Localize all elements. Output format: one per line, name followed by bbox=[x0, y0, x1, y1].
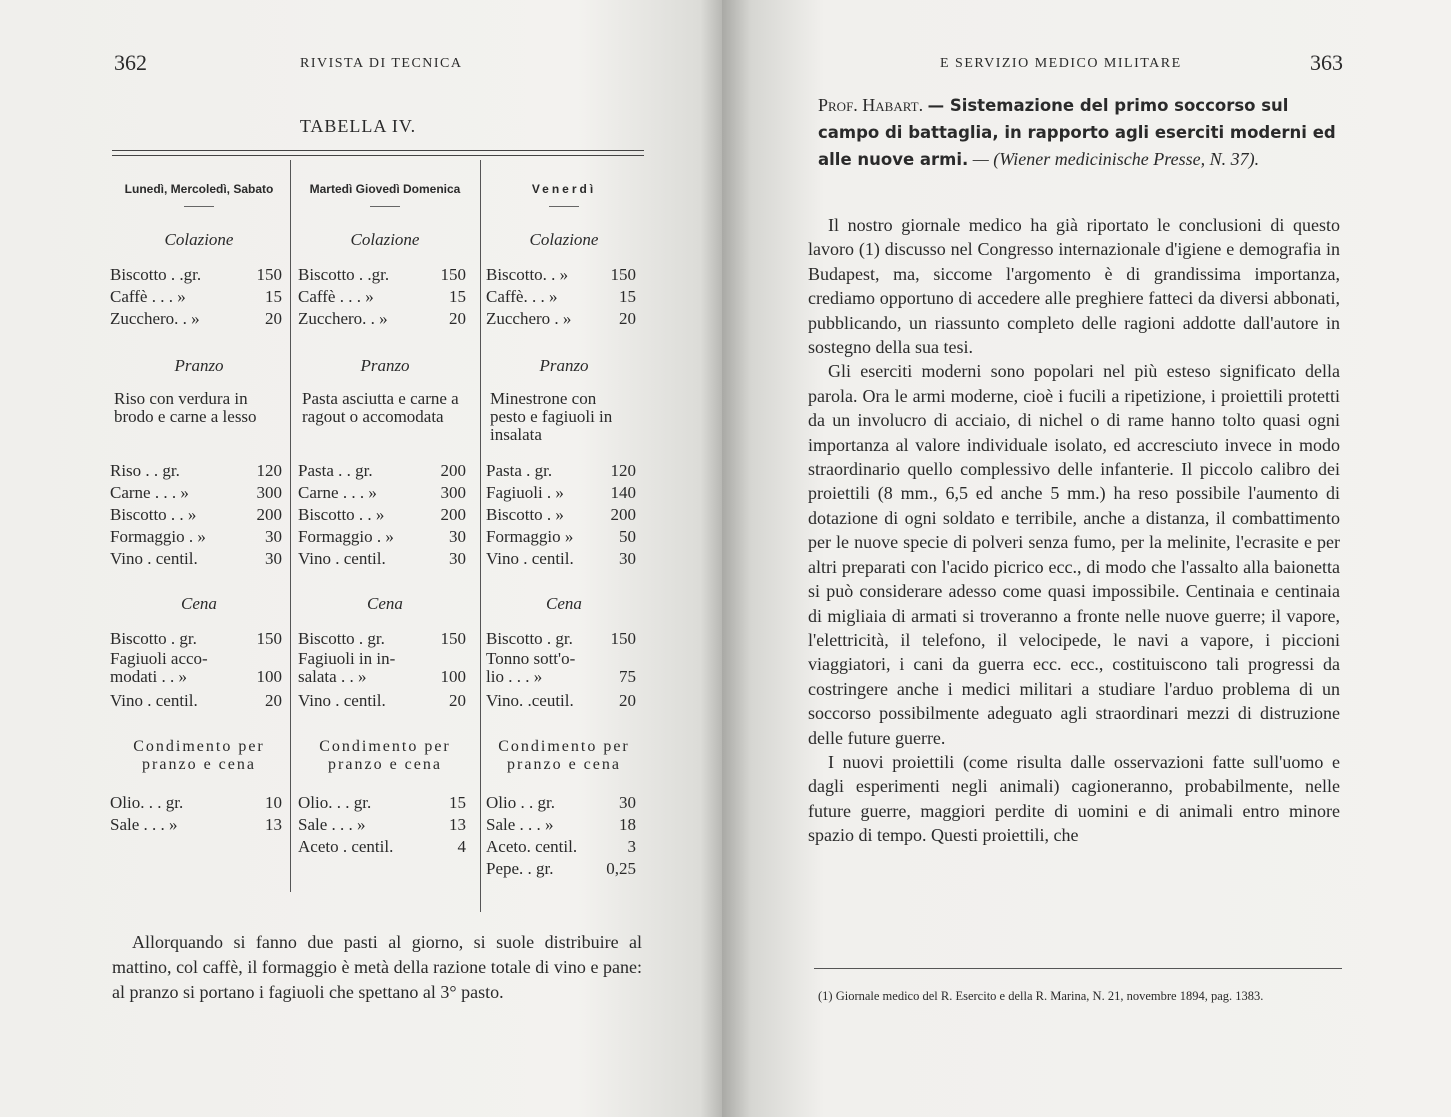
item-name: Carne . . . » bbox=[110, 483, 189, 502]
item-quantity: 3 bbox=[627, 837, 636, 856]
table-row bbox=[486, 264, 636, 286]
table-top-rule bbox=[112, 150, 644, 151]
item-name: Riso . . gr. bbox=[110, 461, 180, 480]
item-quantity: 20 bbox=[619, 309, 636, 328]
item-name: Pepe. . gr. bbox=[486, 859, 554, 878]
table-row bbox=[298, 286, 466, 308]
column-header: Venerdì bbox=[531, 182, 597, 196]
item-quantity: 50 bbox=[619, 527, 636, 546]
item-name: Fagiuoli . » bbox=[486, 483, 564, 502]
table-row bbox=[110, 482, 282, 504]
footnote-rule bbox=[814, 968, 1342, 969]
item-quantity: 150 bbox=[256, 629, 282, 648]
item-name: Fagiuoli in in- salata . . » bbox=[298, 649, 396, 686]
table-row bbox=[486, 650, 636, 686]
item-name: Zucchero . » bbox=[486, 309, 572, 328]
item-name: Vino . centil. bbox=[298, 691, 386, 710]
item-name: Vino . centil. bbox=[298, 549, 386, 568]
left-page bbox=[0, 0, 722, 1117]
item-name: Olio . . gr. bbox=[486, 793, 555, 812]
table-row bbox=[486, 286, 636, 308]
item-name: Olio. . . gr. bbox=[298, 793, 372, 812]
item-name: Biscotto . .gr. bbox=[110, 265, 202, 284]
section-title-colazione: Colazione bbox=[529, 230, 599, 249]
item-name: Pasta . gr. bbox=[486, 461, 553, 480]
pranzo-description: Pasta asciutta e carne a ragout o accomodata bbox=[302, 389, 459, 426]
item-name: Caffè . . . » bbox=[298, 287, 374, 306]
table-row bbox=[298, 548, 466, 570]
item-quantity: 120 bbox=[256, 461, 282, 480]
section-title-colazione: Colazione bbox=[164, 230, 234, 249]
condimento-title: Condimento per pranzo e cena bbox=[133, 738, 265, 773]
table-row bbox=[110, 814, 282, 836]
paragraph: Il nostro giornale medico ha già riportato le conclusioni di questo lavoro (1) discusso nel Congresso internazionale d'igiene e demografia in Budapest, ma, siccome l'argomento è di grandissima importanza, crediamo opportuno di accedere alle preghiere fatteci da diversi abbonati, pubblicando, un riassunto completo delle ragioni addotte dall'autore in sostegno della sua tesi. bbox=[808, 215, 1340, 358]
item-quantity: 18 bbox=[619, 815, 636, 834]
table-row bbox=[486, 628, 636, 650]
item-quantity: 150 bbox=[440, 629, 466, 648]
item-name: Olio. . . gr. bbox=[110, 793, 184, 812]
table-row bbox=[298, 526, 466, 548]
table-title: TABELLA IV. bbox=[299, 116, 417, 136]
item-name: Sale . . . » bbox=[110, 815, 178, 834]
item-quantity: 150 bbox=[610, 265, 636, 284]
section-title-cena: Cena bbox=[367, 594, 403, 613]
article-title: — Sistemazione del primo soccorso sul campo di battaglia, in rapporto agli eserciti moderni ed alle nuove armi. bbox=[818, 96, 1336, 169]
item-quantity: 200 bbox=[440, 461, 466, 480]
section-title-cena: Cena bbox=[546, 594, 582, 613]
item-quantity: 200 bbox=[256, 505, 282, 524]
article-body bbox=[808, 213, 1340, 848]
item-name: Aceto. centil. bbox=[486, 837, 578, 856]
item-name: Biscotto. . » bbox=[486, 265, 569, 284]
item-quantity: 300 bbox=[256, 483, 282, 502]
table-row bbox=[298, 792, 466, 814]
section-title-pranzo: Pranzo bbox=[539, 356, 589, 375]
item-quantity: 0,25 bbox=[606, 859, 636, 878]
item-name: Formaggio . » bbox=[298, 527, 394, 546]
item-name: Carne . . . » bbox=[298, 483, 377, 502]
table-row bbox=[298, 264, 466, 286]
column-header: Martedì Giovedì Domenica bbox=[309, 182, 461, 196]
item-quantity: 200 bbox=[440, 505, 466, 524]
item-name: Biscotto . . » bbox=[298, 505, 385, 524]
table-top-rule-2 bbox=[112, 155, 644, 156]
item-name: Biscotto . gr. bbox=[486, 629, 573, 648]
item-name: Biscotto . » bbox=[486, 505, 564, 524]
table-row bbox=[298, 482, 466, 504]
item-name: Biscotto . gr. bbox=[298, 629, 385, 648]
pranzo-description: Minestrone con pesto e fagiuoli in insalata bbox=[490, 389, 613, 444]
item-name: Sale . . . » bbox=[486, 815, 554, 834]
item-name: Vino . centil. bbox=[486, 549, 574, 568]
table-row bbox=[486, 504, 636, 526]
article-source: — (Wiener medicinische Presse, N. 37). bbox=[972, 149, 1260, 169]
item-name: Pasta . . gr. bbox=[298, 461, 373, 480]
item-quantity: 300 bbox=[440, 483, 466, 502]
item-quantity: 30 bbox=[449, 549, 466, 568]
item-quantity: 120 bbox=[610, 461, 636, 480]
item-name: Vino. .ceutil. bbox=[486, 691, 574, 710]
table-row bbox=[110, 286, 282, 308]
section-title-pranzo: Pranzo bbox=[174, 356, 224, 375]
item-quantity: 30 bbox=[449, 527, 466, 546]
footnote: (1) Giornale medico del R. Esercito e della R. Marina, N. 21, novembre 1894, pag. 1383. bbox=[818, 989, 1264, 1003]
item-quantity: 150 bbox=[440, 265, 466, 284]
page-number-left: 362 bbox=[114, 50, 147, 75]
table-row bbox=[110, 526, 282, 548]
item-quantity: 20 bbox=[449, 309, 466, 328]
table-row bbox=[110, 504, 282, 526]
paragraph: Gli eserciti moderni sono popolari nel più esteso significato della parola. Ora le armi moderne, cioè i fucili a ripetizione, i proiettili protetti da un involucro di acciaio, di nichel o di rame hanno tolto quasi ogni importanza al valore individuale isolato, ed accresciuto invece in modo straordinario quello complessivo delle infanterie. Il piccolo calibro dei proiettili (8 mm., 6,5 ed anche 5 mm.) ha reso possibile l'aumento di dotazione di ogni soldato e terribile, anche a distanza, il combattimento per le nuove specie di polveri senza fumo, per la melinite, l'ecrasite e per altri preparati con l'acido picrico ecc., di modo che l'assalto alla baionetta si può considerare adesso come quasi impossibile. Centinaia e centinaia di migliaia di armati si troveranno a fronte nelle nuove guerre; il vapore, l'elettricità, il telefono, il velocipede, le navi a vapore, i piccioni viaggiatori, i cani da guerra ecc. ecc., costituiscono tali progressi da costringere anche i medici militari a studiare l'arduo problema di un soccorso possibilmente adeguato agli straordinari mezzi di distruzione delle future guerre. bbox=[808, 361, 1340, 748]
table-row bbox=[486, 460, 636, 482]
header-dash bbox=[370, 206, 400, 207]
item-quantity: 15 bbox=[449, 793, 466, 812]
table-row bbox=[298, 308, 466, 330]
table-row bbox=[110, 308, 282, 330]
item-name: Caffè. . . » bbox=[486, 287, 558, 306]
column-header: Lunedì, Mercoledì, Sabato bbox=[124, 182, 274, 196]
item-quantity: 20 bbox=[265, 309, 282, 328]
table-row bbox=[486, 526, 636, 548]
table-row bbox=[110, 628, 282, 650]
header-dash bbox=[549, 206, 579, 207]
condimento-title: Condimento per pranzo e cena bbox=[319, 738, 451, 773]
item-name: Zucchero. . » bbox=[110, 309, 200, 328]
item-name: Biscotto . .gr. bbox=[298, 265, 390, 284]
item-quantity: 20 bbox=[619, 691, 636, 710]
item-name: Formaggio . » bbox=[110, 527, 206, 546]
column-divider-2 bbox=[480, 160, 481, 912]
table-row bbox=[298, 836, 466, 858]
item-name: Formaggio » bbox=[486, 527, 574, 546]
table-row bbox=[486, 482, 636, 504]
table-row bbox=[486, 836, 636, 858]
item-quantity: 30 bbox=[619, 793, 636, 812]
condimento-title: Condimento per pranzo e cena bbox=[498, 738, 630, 773]
item-name: Tonno sott'o- lio . . . » bbox=[486, 649, 576, 686]
item-quantity: 30 bbox=[265, 527, 282, 546]
item-quantity: 200 bbox=[610, 505, 636, 524]
page-number-right: 363 bbox=[1310, 50, 1343, 75]
item-quantity: 30 bbox=[619, 549, 636, 568]
item-quantity: 15 bbox=[449, 287, 466, 306]
running-head-left: RIVISTA DI TECNICA bbox=[300, 56, 463, 71]
section-title-colazione: Colazione bbox=[350, 230, 420, 249]
item-name: Aceto . centil. bbox=[298, 837, 394, 856]
table-row bbox=[110, 792, 282, 814]
column-divider-1 bbox=[290, 160, 291, 892]
item-quantity: 100 bbox=[440, 667, 466, 686]
paragraph: I nuovi proiettili (come risulta dalle osservazioni fatte sull'uomo e dagli esperimenti negli animali) cagioneranno, probabilmente, nelle future guerre, maggiori perdite di uomini e di animali entro minore spazio di tempo. Questi proiettili, che bbox=[808, 751, 1340, 846]
item-name: Sale . . . » bbox=[298, 815, 366, 834]
item-name: Fagiuoli acco- modati . . » bbox=[110, 649, 208, 686]
table-row bbox=[110, 650, 282, 686]
table-row bbox=[298, 650, 466, 686]
item-name: Vino . centil. bbox=[110, 549, 198, 568]
item-quantity: 140 bbox=[610, 483, 636, 502]
table-row bbox=[110, 264, 282, 286]
table-row bbox=[298, 504, 466, 526]
item-name: Vino . centil. bbox=[110, 691, 198, 710]
section-title-cena: Cena bbox=[181, 594, 217, 613]
item-quantity: 150 bbox=[610, 629, 636, 648]
table-row bbox=[298, 690, 466, 712]
table-row bbox=[486, 858, 636, 880]
closing-paragraph: Allorquando si fanno due pasti al giorno, si suole distribuire al mattino, col caffè, il formaggio è metà della razione totale di vino e pane: al pranzo si portano i fagiuoli che spettano al 3° pasto. bbox=[112, 932, 642, 1002]
item-quantity: 15 bbox=[265, 287, 282, 306]
article-author: Prof. Habart. bbox=[818, 95, 924, 115]
item-name: Biscotto . . » bbox=[110, 505, 197, 524]
item-quantity: 13 bbox=[265, 815, 282, 834]
item-quantity: 13 bbox=[449, 815, 466, 834]
item-name: Caffè . . . » bbox=[110, 287, 186, 306]
pranzo-description: Riso con verdura in brodo e carne a lesso bbox=[114, 389, 257, 426]
item-name: Biscotto . gr. bbox=[110, 629, 197, 648]
item-quantity: 30 bbox=[265, 549, 282, 568]
table-row bbox=[298, 814, 466, 836]
item-quantity: 150 bbox=[256, 265, 282, 284]
table-row bbox=[298, 628, 466, 650]
item-quantity: 100 bbox=[256, 667, 282, 686]
header-dash bbox=[184, 206, 214, 207]
item-quantity: 4 bbox=[457, 837, 466, 856]
article-heading bbox=[818, 92, 1340, 173]
table-row bbox=[110, 460, 282, 482]
table-row bbox=[486, 792, 636, 814]
item-quantity: 15 bbox=[619, 287, 636, 306]
table-row bbox=[486, 690, 636, 712]
running-head-right: E SERVIZIO MEDICO MILITARE bbox=[940, 56, 1182, 71]
section-title-pranzo: Pranzo bbox=[360, 356, 410, 375]
table-row bbox=[486, 814, 636, 836]
item-quantity: 10 bbox=[265, 793, 282, 812]
table-row bbox=[110, 548, 282, 570]
item-quantity: 20 bbox=[449, 691, 466, 710]
table-row bbox=[298, 460, 466, 482]
table-row bbox=[486, 308, 636, 330]
item-quantity: 75 bbox=[619, 667, 636, 686]
table-row bbox=[110, 690, 282, 712]
item-name: Zucchero. . » bbox=[298, 309, 388, 328]
table-row bbox=[486, 548, 636, 570]
item-quantity: 20 bbox=[265, 691, 282, 710]
